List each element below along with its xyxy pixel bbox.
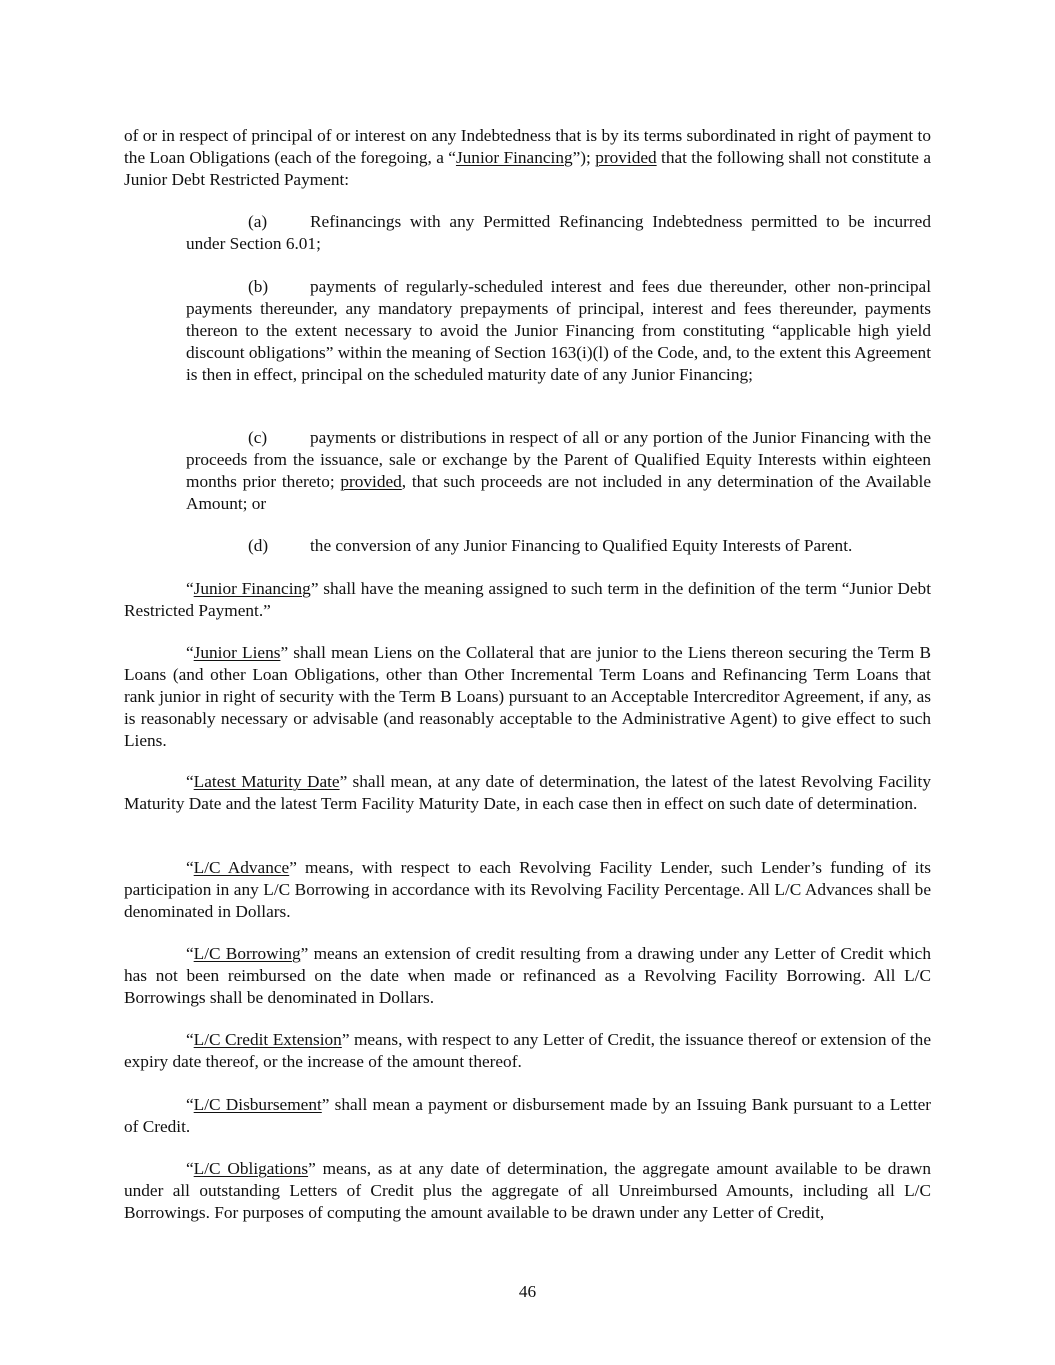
definition-lc-obligations: “L/C Obligations” means, as at any date of determination, the aggregate amount available to be drawn under all outstanding Letters of Credit plus the aggregate of all Unreimbursed Amounts, including all L/C Borrowings. For purposes of computing the amount available to be drawn under any Letter of Credit, [124,1159,931,1222]
definition-lc-credit-extension: “L/C Credit Extension” means, with respect to any Letter of Credit, the issuance thereof or extension of the expiry date thereof, or the increase of the amount thereof. [124,1030,931,1071]
definition-latest-maturity-date: “Latest Maturity Date” shall mean, at any date of determination, the latest of the latest Revolving Facility Maturity Date and the latest Term Facility Maturity Date, in each case then in effect on such date of determination. [124,772,932,813]
definition-lc-borrowing: “L/C Borrowing” means an extension of credit resulting from a drawing under any Letter of Credit which has not been reimbursed on the date when made or refinanced as a Revolving Facility Borrowing. All L/C Borrowings shall be denominated in Dollars. [124,944,931,1007]
defined-term: L/C Borrowing [193,944,301,963]
clause-d [186,535,931,557]
clause-c: (c) payments or distributions in respect of all or any portion of the Junior Financing with the proceeds from the issuance, sale or exchange by the Parent of Qualified Equity Interests within eighteen months prior thereto; provided, that such proceeds are not included in any determination of the Available Amount; or [186,428,931,513]
clause-label: (a) [248,212,268,231]
definition-junior-financing: “Junior Financing” shall have the meaning assigned to such term in the definition of the term “Junior Debt Restricted Payment.” [124,579,931,620]
definition-lc-advance: “L/C Advance” means, with respect to each Revolving Facility Lender, such Lender’s funding of its participation in any L/C Borrowing in accordance with its Revolving Facility Percentage. All L/C Advances shall be denominated in Dollars. [124,858,932,921]
defined-term: L/C Credit Extension [193,1030,342,1049]
clause-text: the conversion of any Junior Financing to Qualified Equity Interests of Parent. [310,536,853,555]
clause-label: (d) [248,536,269,555]
defined-term: Latest Maturity Date [193,772,340,791]
defined-term: L/C Advance [193,858,290,877]
defined-term: L/C Disbursement [193,1095,322,1114]
clause-a [186,211,931,255]
clause-label: (c) [248,428,268,447]
defined-term: L/C Obligations [193,1159,309,1178]
clause-b [186,276,931,386]
page-number: 46 [518,1282,537,1301]
clause-text: Refinancings with any Permitted Refinancing Indebtedness permitted to be incurred under Section 6.01; [186,212,931,253]
clause-text: payments of regularly-scheduled interest and fees due thereunder, other non-principal payments thereunder, any mandatory prepayments of principal, interest and fees thereunder, payments thereon to the extent necessary to avoid the Junior Financing from constituting “applicable high yield discount obligations” within the meaning of Section 163(i)(l) of the Code, and, to the extent this Agreement is then in effect, principal on the scheduled maturity date of any Junior Financing; [186,277,931,384]
defined-term: Junior Liens [193,643,281,662]
proviso-term: provided [340,471,402,491]
definition-junior-liens: “Junior Liens” shall mean Liens on the Collateral that are junior to the Liens thereon securing the Term B Loans (and other Loan Obligations, other than Other Incremental Term Loans and Refinancing Term Loans that rank junior in right of security with the Term B Loans) pursuant to an Acceptable Intercreditor Agreement, if any, as is reasonably necessary or advisable (and reasonably acceptable to the Administrative Agent) to give effect to such Liens. [124,643,931,750]
defined-term: Junior Financing [455,147,573,167]
proviso-term: provided [595,147,657,167]
intro-paragraph: of or in respect of principal of or interest on any Indebtedness that is by its terms subordinated in right of payment to the Loan Obligations (each of the foregoing, a “Junior Financing”); provided that the following shall not constitute a Junior Debt Restricted Payment: [124,126,932,189]
defined-term: Junior Financing [193,579,311,598]
clause-label: (b) [248,277,269,296]
definition-lc-disbursement: “L/C Disbursement” shall mean a payment or disbursement made by an Issuing Bank pursuant to a Letter of Credit. [124,1095,931,1136]
